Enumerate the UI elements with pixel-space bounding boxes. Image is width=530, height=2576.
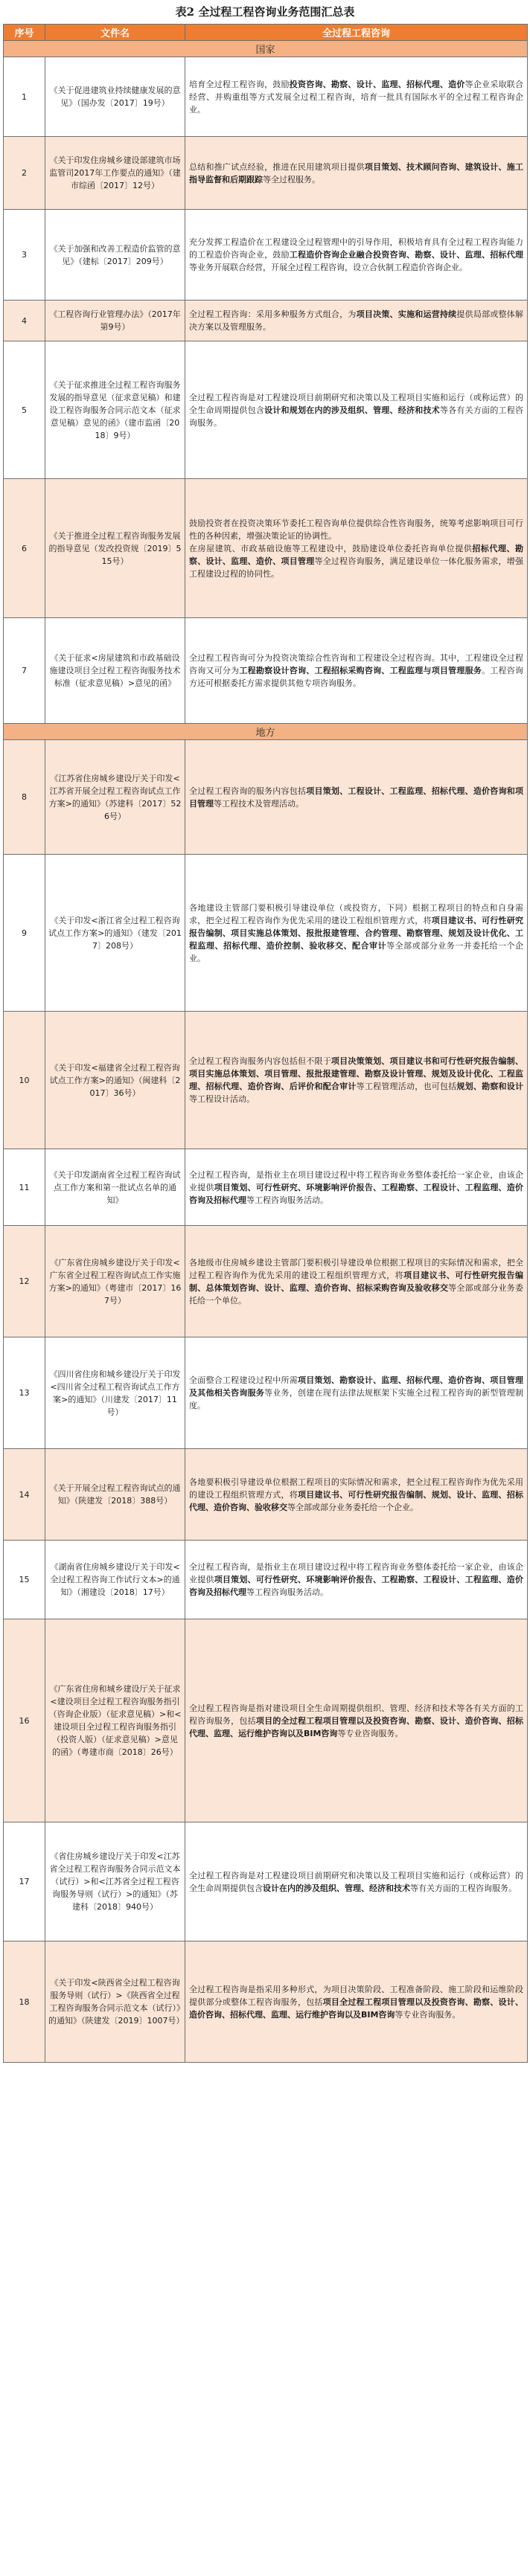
scope-text: 全过程工程咨询是对工程建设项目前期研究和决策以及工程项目实施和运行（或称运营）的全生命周期提供包含 [189, 1870, 523, 1893]
scope-keywords: 项目决策、实施和运营持续 [356, 309, 457, 319]
scope-description [185, 137, 528, 210]
table-row [4, 740, 528, 855]
scope-text: 等专业咨询服务。 [395, 2009, 461, 2020]
scope-text: 在房屋建筑、市政基础设施等工程建设中，鼓励建设单位委托咨询单位提供 [189, 543, 473, 553]
document-name: 《关于征求<房屋建筑和市政基础设施建设项目全过程工程咨询服务技术标准（征求意见稿）>意见的函》 [45, 618, 185, 724]
scope-text: 全面整合工程建设过程中所需 [189, 1375, 298, 1385]
document-name: 《关于印发湖南省全过程工程咨询试点工作方案和第一批试点名单的通知》 [45, 1149, 185, 1226]
header-no: 序号 [4, 25, 45, 41]
scope-keywords: 项目策划、可行性研究、环境影响评价报告、工程勘察、工程设计、工程监理、造价咨询及招标代理 [189, 1575, 524, 1597]
scope-keywords: 设计在内的涉及组织、管理、经济和技术 [263, 1883, 410, 1893]
scope-text: 等业务开展联合经营，开展全过程工程咨询，设立合伙制工程造价咨询企业。 [189, 263, 467, 272]
row-number: 1 [4, 57, 45, 137]
scope-keywords: 项目策划、技术顾问咨询、建筑设计、施工指导监督和后期跟踪 [189, 161, 524, 184]
scope-description [185, 1822, 528, 1941]
scope-description [185, 1541, 528, 1619]
table-row [4, 479, 528, 618]
scope-keywords: 项目的全过程工程项目管理以及投资咨询、勘察、设计、造价咨询、招标代理、监理、运行维护咨询以及BIM咨询 [189, 1715, 524, 1738]
scope-keywords: 项目建议书、可行性研究报告编制、项目实施总体策划、报批报建管理、合约管理、勘察管理、规划及设计优化、工程监理、招标代理、造价控制、验收移交、配合审计 [189, 915, 524, 951]
table-row [4, 618, 528, 724]
scope-keywords: 工程造价咨询企业融合投资咨询、勘察、设计、监理、招标代理 [289, 250, 524, 260]
scope-text: 全过程工程咨询：采用多种服务方式组合，为 [189, 309, 357, 319]
row-number: 3 [4, 210, 45, 301]
scope-keywords: 项目建议书、可行性研究报告编制、规划、设计、监理、招标代理、造价咨询、验收移交 [189, 1489, 523, 1512]
scope-description [185, 740, 528, 855]
document-name: 《广东省住房城乡建设厅关于印发<广东省全过程工程咨询试点工作实施方案>的通知》（粤建市〔2017〕167号） [45, 1226, 185, 1337]
row-number: 15 [4, 1541, 45, 1619]
document-name: 《关于加强和改善工程造价监管的意见》（建标〔2017〕209号） [45, 210, 185, 301]
scope-keywords: 投资咨询、勘察、设计、监理、招标代理、造价 [289, 79, 465, 89]
document-name: 《湖南省住房城乡建设厅关于印发<全过程工程咨询工作试行文本>的通知》（湘建设〔2018〕17号） [45, 1541, 185, 1619]
document-name: 《关于促进建筑业持续健康发展的意见》（国办发〔2017〕19号） [45, 57, 185, 137]
row-number: 4 [4, 301, 45, 341]
table-row [4, 1149, 528, 1226]
row-number: 12 [4, 1226, 45, 1337]
scope-text: 鼓励投资者在投资决策环节委托工程咨询单位提供综合性咨询服务，统筹考虑影响项目可行性的各种因素，增强决策论证的协调性。 [189, 518, 523, 541]
row-number: 5 [4, 341, 45, 479]
scope-text: 等各有关方面的工程咨询服务。 [189, 405, 524, 428]
document-name: 《关于推进全过程工程咨询服务发展的指导意见（发改投资规〔2019〕515号） [45, 479, 185, 618]
scope-description [185, 1337, 528, 1449]
document-name: 《关于印发<福建省全过程工程咨询试点工作方案>的通知》（闽建科〔2017〕36号） [45, 1012, 185, 1149]
document-name: 《关于印发<浙江省全过程工程咨询试点工作方案>的通知》（建发〔2017〕208号） [45, 855, 185, 1012]
scope-text: 全过程工程咨询的服务内容包括 [189, 786, 307, 796]
scope-summary-table [3, 24, 528, 2063]
document-name: 《工程咨询行业管理办法》（2017年第9号） [45, 301, 185, 341]
row-number: 16 [4, 1619, 45, 1822]
scope-keywords: 设计和规划在内的涉及组织、管理、经济和技术 [264, 405, 440, 415]
row-number: 18 [4, 1941, 45, 2063]
scope-text: 各地级市住房城乡建设主管部门要积极引导建设单位根据工程项目的实际情况和需求，把全过程工程咨询作为优先采用的建设工程组织管理方式，将 [189, 1257, 523, 1280]
document-name: 《广东省住房和城乡建设厅关于征求<建设项目全过程工程咨询服务指引（咨询企业版）（征求意见稿）>和<建设项目全过程工程咨询服务指引（投资人版）（征求意见稿）>意见的函》（粤建市商〔2018〕26号） [45, 1619, 185, 1822]
scope-text: 全过程工程咨询，是指业主在项目建设过程中将工程咨询业务整体委托给一家企业，由该企业提供 [189, 1562, 523, 1584]
header-doc: 文件名 [45, 25, 185, 41]
document-name: 《省住房城乡建设厅关于印发<江苏省全过程工程咨询服务合同示范文本（试行）>和<江苏省全过程工程咨询服务导则（试行）>的通知》（苏建科〔2018〕940号） [45, 1822, 185, 1941]
table-row [4, 57, 528, 137]
document-name: 《江苏省住房城乡建设厅关于印发<江苏省开展全过程工程咨询试点工作方案>的通知》（苏建科〔2017〕526号） [45, 740, 185, 855]
scope-text: 提供局部或整体解决方案以及管理服务。 [189, 309, 524, 332]
scope-description [185, 57, 528, 137]
document-name: 《关于印发住房城乡建设部建筑市场监管司2017年工作要点的通知》（建市综函〔2017〕12号） [45, 137, 185, 210]
scope-text: 等工程设计活动。 [189, 1094, 255, 1104]
table-header-row [4, 25, 528, 41]
document-name: 《四川省住房和城乡建设厅关于印发<四川省全过程工程咨询试点工作方案>的通知》（川建发〔2017〕11号） [45, 1337, 185, 1449]
document-name: 《关于开展全过程工程咨询试点的通知》（陕建发〔2018〕388号） [45, 1449, 185, 1541]
scope-text: 等有关方面的工程咨询服务。 [410, 1883, 517, 1893]
row-number: 13 [4, 1337, 45, 1449]
group-row-local-label: 地方 [4, 724, 528, 740]
scope-text: 各地要积极引导建设单位根据工程项目的实际情况和需求，把全过程工程咨询作为优先采用的建设工程组织管理方式，将 [189, 1477, 523, 1500]
scope-text: 全过程工程咨询可分为投资决策综合性咨询和工程建设全过程咨询。其中，工程建设全过程咨询又可分为 [189, 653, 523, 675]
header-scope: 全过程工程咨询 [185, 25, 528, 41]
table-row [4, 341, 528, 479]
scope-description [185, 1619, 528, 1822]
group-row-national-label: 国家 [4, 41, 528, 57]
scope-text: 全过程工程咨询是指采用多种形式，为项目决策阶段、工程准备阶段、施工阶段和运维阶段提供部分或整体工程咨询服务，包括 [189, 1984, 523, 2007]
table-row [4, 1619, 528, 1822]
scope-description [185, 479, 528, 618]
scope-description [185, 301, 528, 341]
row-number: 17 [4, 1822, 45, 1941]
scope-description [185, 1012, 528, 1149]
scope-text: 等工程咨询服务活动。 [246, 1587, 328, 1597]
scope-text: 等全过程服务。 [263, 174, 320, 184]
scope-keywords: 项目策划、工程设计、工程监理、招标代理、造价咨询和项目管理 [189, 786, 524, 809]
scope-keywords: 项目决策策划、项目建议书和可行性研究报告编制、项目实施总体策划、项目管理、报批报建管理、勘察及设计管理、规划及设计优化、工程监理、招标代理、造价咨询、后评价和配合审计 [189, 1056, 523, 1091]
document-name: 《关于印发<陕西省全过程工程咨询服务导则（试行）>《陕西省全过程工程咨询服务合同示范文本（试行）》的通知》（陕建发〔2019〕1007号） [45, 1941, 185, 2063]
scope-description [185, 1226, 528, 1337]
scope-text: 各地建设主管部门要积极引导建设单位（或投资方，下同）根据工程项目的特点和自身需求，把全过程工程咨询作为优先采用的建设工程组织管理方式，将 [189, 902, 523, 925]
row-number: 10 [4, 1012, 45, 1149]
table-row [4, 1449, 528, 1541]
scope-text: 全过程工程咨询，是指业主在项目建设过程中将工程咨询业务整体委托给一家企业，由该企业提供 [189, 1169, 523, 1192]
group-row-national [4, 41, 528, 57]
scope-text: 等全部或部分业务一并委托给一个企业。 [189, 940, 524, 963]
scope-text: 等专业咨询服务。 [337, 1728, 403, 1738]
table-row [4, 1226, 528, 1337]
table-row [4, 301, 528, 341]
table-row [4, 1941, 528, 2063]
scope-text: 。工程咨询方还可根据委托方需求提供其他专项咨询服务。 [189, 666, 524, 688]
scope-text: 全过程工程咨询是对工程建设项目前期研究和决策以及工程项目实施和运行（或称运营）的全生命周期提供包含 [189, 392, 523, 415]
table-row [4, 137, 528, 210]
scope-keywords: 项目策划、可行性研究、环境影响评价报告、工程勘察、工程设计、工程监理、造价咨询及招标代理 [189, 1182, 524, 1205]
scope-keywords: 工程勘察设计咨询、工程招标采购咨询、工程监理与项目管理服务 [239, 666, 482, 675]
scope-keywords: 项目策划、勘察设计、监理、招标代理、造价咨询、项目管理及其他相关咨询服务 [189, 1375, 523, 1398]
table-row [4, 210, 528, 301]
scope-description [185, 1449, 528, 1541]
row-number: 14 [4, 1449, 45, 1541]
row-number: 9 [4, 855, 45, 1012]
scope-description [185, 1149, 528, 1226]
scope-keywords: 项目建议书、可行性研究报告编制、总体策划咨询、设计、监理、造价咨询、招标采购咨询及验收移交 [189, 1270, 523, 1293]
table-row [4, 1337, 528, 1449]
scope-text: 等业务，创建在现有法律法规框架下实施全过程工程咨询的新型管理制度。 [189, 1388, 523, 1410]
group-row-local [4, 724, 528, 740]
table-row [4, 855, 528, 1012]
scope-description [185, 341, 528, 479]
scope-keywords: 规划、勘察和设计 [456, 1082, 524, 1091]
document-name: 《关于征求推进全过程工程咨询服务发展的指导意见（征求意见稿）和建设工程咨询服务合同示范文本（征求意见稿）意见的函》（建市监函〔2018〕9号） [45, 341, 185, 479]
scope-text: 充分发挥工程造价在工程建设全过程管理中的引导作用，积极培育具有全过程工程咨询能力的工程造价咨询企业，鼓励 [189, 237, 523, 260]
scope-description [185, 1941, 528, 2063]
scope-description [185, 855, 528, 1012]
row-number: 11 [4, 1149, 45, 1226]
scope-text: 培育全过程工程咨询，鼓励 [189, 79, 290, 89]
scope-text: 全过程工程咨询是指对建设项目全生命周期提供组织、管理、经济和技术等各有关方面的工程咨询服务，包括 [189, 1703, 523, 1726]
row-number: 7 [4, 618, 45, 724]
table-row [4, 1822, 528, 1941]
row-number: 6 [4, 479, 45, 618]
scope-description [185, 618, 528, 724]
table-row [4, 1012, 528, 1149]
table-body [4, 41, 528, 2063]
scope-text: 总结和推广试点经验，推进在民用建筑项目提供 [189, 161, 365, 172]
scope-text: 等工程管理活动，也可包括 [356, 1082, 457, 1091]
row-number: 2 [4, 137, 45, 210]
row-number: 8 [4, 740, 45, 855]
scope-keywords: 项目全过程工程项目管理以及投资咨询、勘察、设计、造价咨询、招标代理、监理、运行维护咨询以及BIM咨询 [189, 1997, 524, 2020]
scope-text: 等工程技术及管理活动。 [214, 798, 304, 809]
table-row [4, 1541, 528, 1619]
scope-text: 等全部或部分业务委托给一个单位。 [189, 1282, 524, 1305]
scope-text: 等企业采取联合经营、并购重组等方式发展全过程工程咨询，培育一批具有国际水平的全过程工程咨询企业。 [189, 79, 524, 115]
scope-keywords: 招标代理、勘察、设计、监理、造价、项目管理 [189, 543, 524, 566]
scope-text: 等工程咨询服务活动。 [246, 1195, 328, 1205]
scope-description [185, 210, 528, 301]
scope-text: 全过程工程咨询服务内容包括但不限于 [189, 1056, 331, 1066]
page-title: 表2 全过程工程咨询业务范围汇总表 [175, 5, 355, 19]
scope-text: 等全过程咨询服务，满足建设单位一体化服务需求，增强工程建设过程的协同性。 [189, 556, 524, 579]
scope-text: 等全部或部分业务委托给一个企业。 [287, 1502, 418, 1512]
